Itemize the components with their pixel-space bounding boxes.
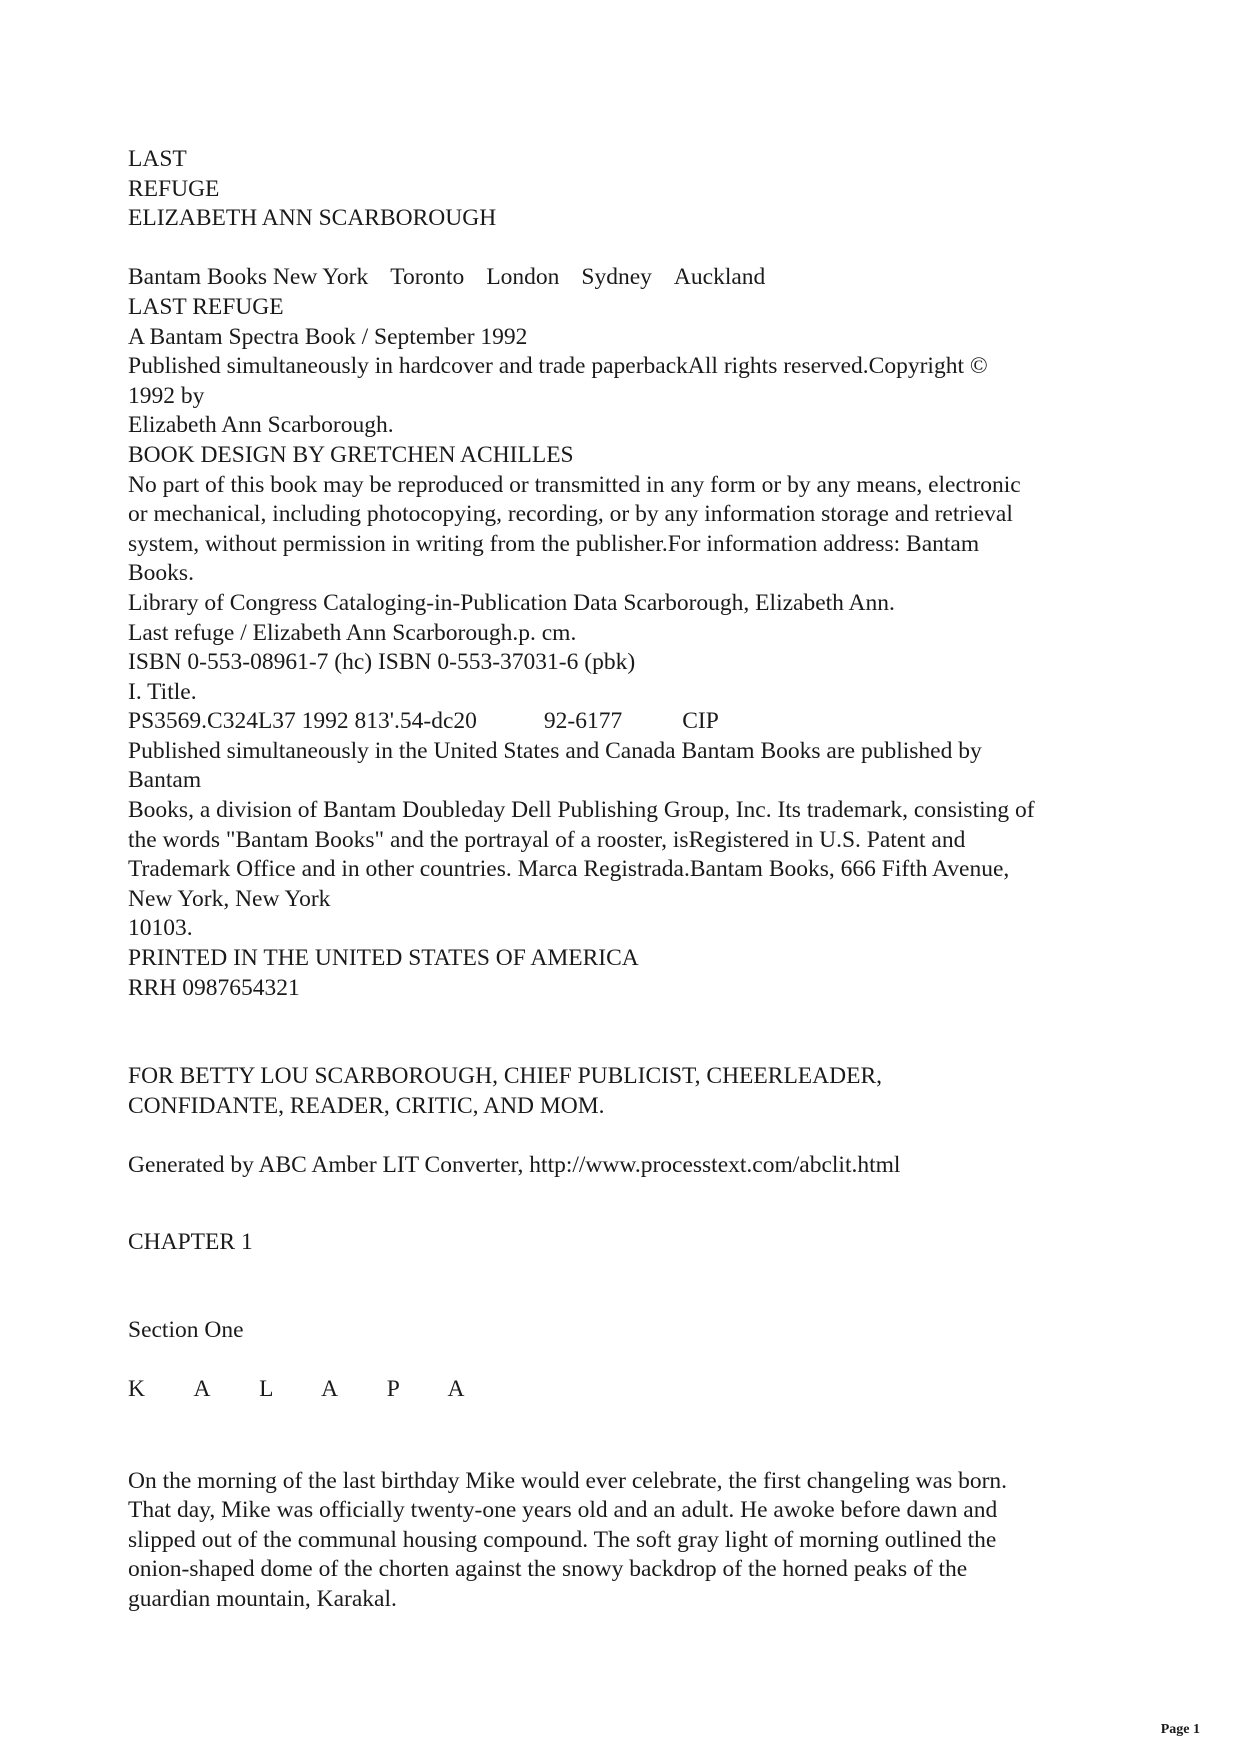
page-number: Page 1 bbox=[1160, 1722, 1200, 1737]
copyright-year: 1992 by bbox=[128, 382, 205, 409]
trademark-line-2: the words "Bantam Books" and the portrayal of a rooster, isRegistered in U.S. Patent and bbox=[128, 826, 966, 853]
body-line-1: On the morning of the last birthday Mike would ever celebrate, the first changeling was born. bbox=[128, 1467, 1008, 1494]
city-london: London bbox=[486, 264, 560, 291]
cip-label: CIP bbox=[682, 708, 719, 735]
cip-call-number: PS3569.C324L37 1992 813'.54-dc20 bbox=[128, 708, 477, 735]
rights-line-3: system, without permission in writing from the publisher.For information address: Bantam bbox=[128, 530, 980, 557]
cip-line bbox=[128, 707, 1128, 737]
body-line-2: That day, Mike was officially twenty-one years old and an adult. He awoke before dawn and bbox=[128, 1497, 998, 1524]
dedication-line-1: FOR BETTY LOU SCARBOROUGH, CHIEF PUBLICIST, CHEERLEADER, bbox=[128, 1063, 882, 1090]
isbn-line: ISBN 0-553-08961-7 (hc) ISBN 0-553-37031-6 (pbk) bbox=[128, 649, 636, 676]
cip-number: 92-6177 bbox=[543, 708, 623, 735]
copyright-title: LAST REFUGE bbox=[128, 293, 284, 320]
title-line-1: LAST bbox=[128, 146, 187, 172]
chapter-heading: CHAPTER 1 bbox=[128, 1228, 253, 1255]
catalog-title: Last refuge / Elizabeth Ann Scarborough.p. cm. bbox=[128, 619, 577, 646]
trademark-line-1: Books, a division of Bantam Doubleday Dell Publishing Group, Inc. Its trademark, consisting of bbox=[128, 797, 1035, 824]
loc-data: Library of Congress Cataloging-in-Publication Data Scarborough, Elizabeth Ann. bbox=[128, 589, 895, 616]
section-heading: Section One bbox=[128, 1317, 244, 1344]
body-line-4: onion-shaped dome of the chorten against the snowy backdrop of the horned peaks of the bbox=[128, 1556, 968, 1583]
rights-line-1: No part of this book may be reproduced or transmitted in any form or by any means, electronic bbox=[128, 471, 1021, 498]
city-auckland: Auckland bbox=[673, 264, 766, 291]
author-name: ELIZABETH ANN SCARBOROUGH bbox=[128, 205, 497, 232]
printed-in: PRINTED IN THE UNITED STATES OF AMERICA bbox=[128, 945, 639, 972]
publisher-name: Bantam Books New York bbox=[128, 264, 369, 291]
title-line-2: REFUGE bbox=[128, 175, 220, 202]
city-sydney: Sydney bbox=[581, 264, 652, 291]
body-line-5: guardian mountain, Karakal. bbox=[128, 1585, 397, 1612]
dedication-line-2: CONFIDANTE, READER, CRITIC, AND MOM. bbox=[128, 1093, 605, 1119]
published2-line-2: Bantam bbox=[128, 767, 202, 794]
published2-line-1: Published simultaneously in the United States and Canada Bantam Books are published by bbox=[128, 737, 982, 764]
rights-line-2: or mechanical, including photocopying, recording, or by any information storage and retrieval bbox=[128, 501, 1013, 528]
edition-line: A Bantam Spectra Book / September 1992 bbox=[128, 323, 528, 350]
printing-line: RRH 0987654321 bbox=[128, 974, 300, 1001]
zip-code: 10103. bbox=[128, 915, 193, 942]
book-design-credit: BOOK DESIGN BY GRETCHEN ACHILLES bbox=[128, 441, 574, 468]
rights-line-4: Books. bbox=[128, 560, 194, 587]
generated-by-note: Generated by ABC Amber LIT Converter, http://www.processtext.com/abclit.html bbox=[128, 1152, 901, 1179]
section-name: K A L A P A bbox=[128, 1375, 487, 1402]
document-page bbox=[128, 145, 1128, 1615]
subject-line: I. Title. bbox=[128, 678, 197, 705]
copyright-holder: Elizabeth Ann Scarborough. bbox=[128, 412, 394, 439]
published-line: Published simultaneously in hardcover and trade paperbackAll rights reserved.Copyright © bbox=[128, 353, 988, 380]
publisher-cities bbox=[128, 263, 1128, 293]
trademark-line-4: New York, New York bbox=[128, 885, 331, 912]
body-line-3: slipped out of the communal housing compound. The soft gray light of morning outlined the bbox=[128, 1526, 997, 1553]
trademark-line-3: Trademark Office and in other countries. Marca Registrada.Bantam Books, 666 Fifth Avenue, bbox=[128, 856, 1010, 883]
city-toronto: Toronto bbox=[390, 264, 465, 291]
